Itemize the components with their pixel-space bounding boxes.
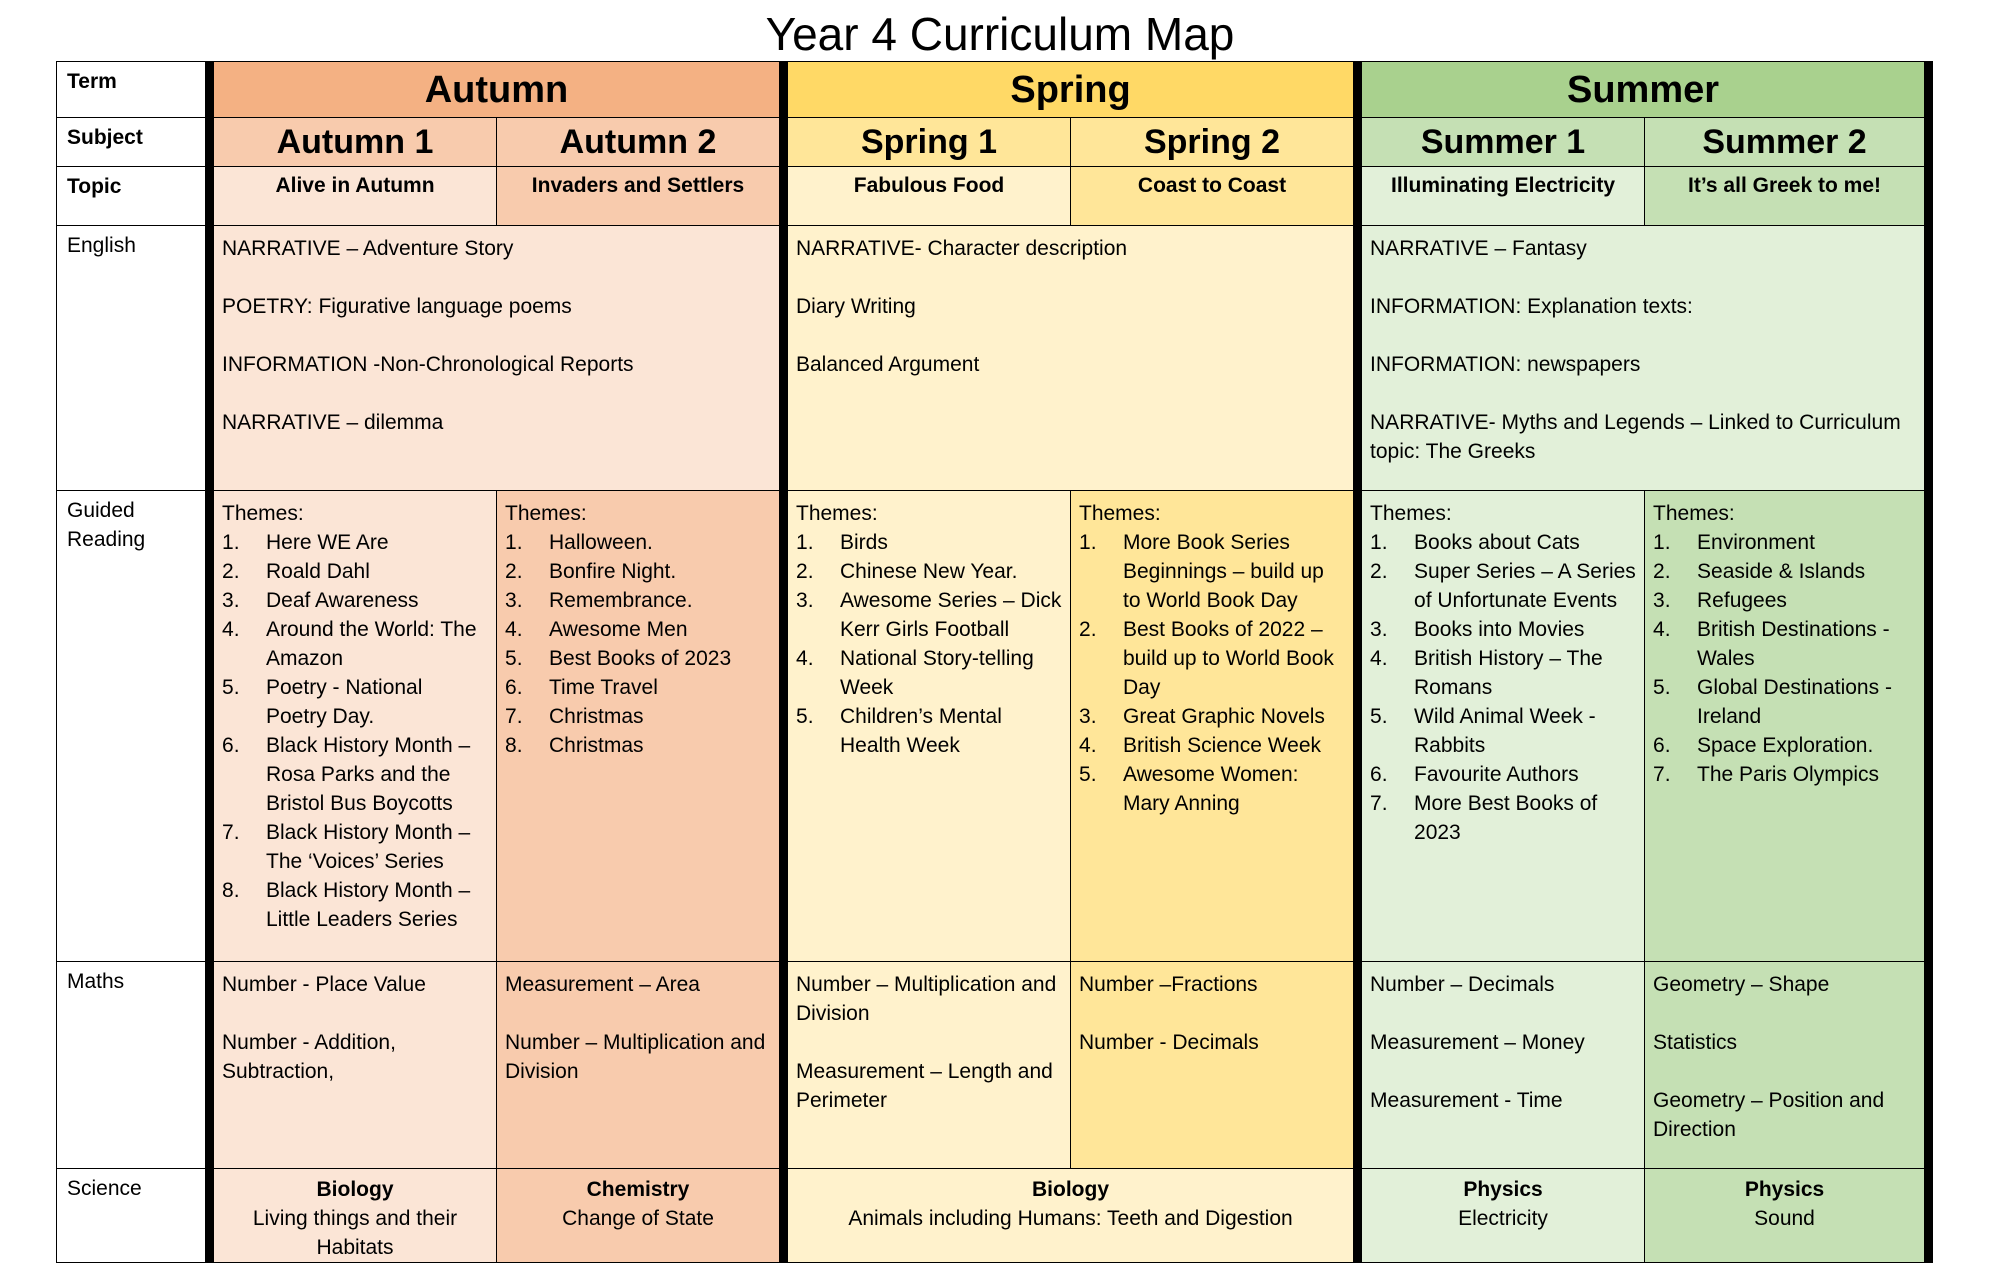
science-heading: Physics xyxy=(1463,1178,1543,1201)
themes-list xyxy=(1079,528,1345,818)
maths-item: Measurement – Money xyxy=(1370,1031,1585,1054)
english-item: NARRATIVE – Adventure Story xyxy=(222,237,514,260)
list-item: British Science Week xyxy=(1123,734,1322,757)
term-autumn: Autumn xyxy=(210,62,784,118)
list-item: Space Exploration. xyxy=(1697,734,1874,757)
curriculum-table xyxy=(56,61,1933,1263)
science-heading: Biology xyxy=(316,1178,394,1201)
topic-autumn-1: Alive in Autumn xyxy=(210,167,497,226)
reading-autumn-1 xyxy=(210,491,497,962)
science-text: Animals including Humans: Teeth and Digestion xyxy=(848,1207,1293,1230)
science-autumn-1 xyxy=(210,1169,497,1263)
list-item: Global Destinations - Ireland xyxy=(1697,676,1892,728)
list-item: Christmas xyxy=(549,705,644,728)
science-text: Change of State xyxy=(562,1207,714,1230)
english-item: NARRATIVE – Fantasy xyxy=(1370,237,1587,260)
list-item: Super Series – A Series of Unfortunate Events xyxy=(1414,560,1636,612)
list-item: Books into Movies xyxy=(1414,618,1585,641)
list-item: Books about Cats xyxy=(1414,531,1580,554)
themes-list xyxy=(222,528,488,934)
term-row xyxy=(57,62,1929,118)
maths-summer-2 xyxy=(1645,962,1929,1169)
topic-summer-2: It’s all Greek to me! xyxy=(1645,167,1929,226)
list-item: Here WE Are xyxy=(266,531,389,554)
maths-item: Geometry – Position and Direction xyxy=(1653,1089,1885,1141)
english-item: Balanced Argument xyxy=(796,353,980,376)
science-spring xyxy=(784,1169,1358,1263)
maths-item: Statistics xyxy=(1653,1031,1738,1054)
list-item: Best Books of 2023 xyxy=(549,647,732,670)
reading-summer-2 xyxy=(1645,491,1929,962)
maths-item: Number - Decimals xyxy=(1079,1031,1259,1054)
row-label-guided-reading: Guided Reading xyxy=(57,491,210,962)
maths-autumn-2 xyxy=(497,962,784,1169)
maths-item: Number - Addition, Subtraction, xyxy=(222,1031,396,1083)
science-summer-2 xyxy=(1645,1169,1929,1263)
themes-label: Themes: xyxy=(1370,502,1452,525)
maths-item: Number –Fractions xyxy=(1079,973,1258,996)
topic-row xyxy=(57,167,1929,226)
maths-item: Measurement - Time xyxy=(1370,1089,1563,1112)
themes-list xyxy=(796,528,1062,760)
topic-summer-1: Illuminating Electricity xyxy=(1358,167,1645,226)
list-item: Around the World: The Amazon xyxy=(266,618,477,670)
row-label-term: Term xyxy=(57,62,210,118)
maths-autumn-1 xyxy=(210,962,497,1169)
list-item: Great Graphic Novels xyxy=(1123,705,1325,728)
maths-summer-1 xyxy=(1358,962,1645,1169)
topic-spring-1: Fabulous Food xyxy=(784,167,1071,226)
list-item: Remembrance. xyxy=(549,589,693,612)
list-item: Seaside & Islands xyxy=(1697,560,1866,583)
list-item: Awesome Women: Mary Anning xyxy=(1123,763,1299,815)
topic-autumn-2: Invaders and Settlers xyxy=(497,167,784,226)
reading-autumn-2 xyxy=(497,491,784,962)
maths-item: Measurement – Area xyxy=(505,973,700,996)
list-item: Halloween. xyxy=(549,531,653,554)
half-term-autumn-1: Autumn 1 xyxy=(210,118,497,167)
list-item: Poetry - National Poetry Day. xyxy=(266,676,423,728)
maths-item: Number – Multiplication and Division xyxy=(796,973,1057,1025)
science-text: Living things and their Habitats xyxy=(252,1207,458,1259)
list-item: More Book Series Beginnings – build up to World Book Day xyxy=(1123,531,1324,612)
list-item: Children’s Mental Health Week xyxy=(840,705,1002,757)
themes-label: Themes: xyxy=(505,502,587,525)
english-item: NARRATIVE – dilemma xyxy=(222,411,444,434)
reading-spring-1 xyxy=(784,491,1071,962)
list-item: Birds xyxy=(840,531,888,554)
science-summer-1 xyxy=(1358,1169,1645,1263)
row-label-maths: Maths xyxy=(57,962,210,1169)
science-heading: Biology xyxy=(1032,1178,1109,1201)
list-item: British Destinations - Wales xyxy=(1697,618,1890,670)
maths-spring-1 xyxy=(784,962,1071,1169)
maths-item: Measurement – Length and Perimeter xyxy=(796,1060,1053,1112)
maths-item: Geometry – Shape xyxy=(1653,973,1830,996)
guided-reading-row xyxy=(57,491,1929,962)
list-item: Environment xyxy=(1697,531,1815,554)
list-item: Roald Dahl xyxy=(266,560,370,583)
maths-row xyxy=(57,962,1929,1169)
english-item: Diary Writing xyxy=(796,295,916,318)
reading-spring-2 xyxy=(1071,491,1358,962)
english-spring xyxy=(784,226,1358,491)
themes-list xyxy=(1653,528,1916,789)
science-text: Electricity xyxy=(1458,1207,1548,1230)
themes-list xyxy=(505,528,771,760)
list-item: Time Travel xyxy=(549,676,658,699)
themes-label: Themes: xyxy=(222,502,304,525)
list-item: Awesome Men xyxy=(549,618,688,641)
list-item: Awesome Series – Dick Kerr Girls Football xyxy=(840,589,1062,641)
half-term-spring-2: Spring 2 xyxy=(1071,118,1358,167)
list-item: Wild Animal Week - Rabbits xyxy=(1414,705,1596,757)
list-item: Deaf Awareness xyxy=(266,589,419,612)
list-item: National Story-telling Week xyxy=(840,647,1034,699)
list-item: Favourite Authors xyxy=(1414,763,1579,786)
english-item: INFORMATION: newspapers xyxy=(1370,353,1641,376)
row-label-topic: Topic xyxy=(57,167,210,226)
list-item: Black History Month – Rosa Parks and the Bristol Bus Boycotts xyxy=(266,734,471,815)
list-item: Black History Month – The ‘Voices’ Series xyxy=(266,821,471,873)
list-item: The Paris Olympics xyxy=(1697,763,1880,786)
maths-item: Number – Decimals xyxy=(1370,973,1555,996)
list-item: Bonfire Night. xyxy=(549,560,677,583)
english-autumn xyxy=(210,226,784,491)
row-label-english: English xyxy=(57,226,210,491)
science-heading: Physics xyxy=(1744,1178,1825,1201)
english-item: POETRY: Figurative language poems xyxy=(222,295,572,318)
term-spring: Spring xyxy=(784,62,1358,118)
list-item: Refugees xyxy=(1697,589,1787,612)
reading-summer-1 xyxy=(1358,491,1645,962)
half-term-summer-2: Summer 2 xyxy=(1645,118,1929,167)
maths-item: Number – Multiplication and Division xyxy=(505,1031,766,1083)
maths-item: Number - Place Value xyxy=(222,973,426,996)
science-row xyxy=(57,1169,1929,1263)
english-item: NARRATIVE- Myths and Legends – Linked to Curriculum topic: The Greeks xyxy=(1370,411,1901,463)
english-row xyxy=(57,226,1929,491)
list-item: Chinese New Year. xyxy=(840,560,1018,583)
term-summer: Summer xyxy=(1358,62,1929,118)
themes-list xyxy=(1370,528,1636,847)
half-term-summer-1: Summer 1 xyxy=(1358,118,1645,167)
topic-spring-2: Coast to Coast xyxy=(1071,167,1358,226)
english-item: INFORMATION -Non-Chronological Reports xyxy=(222,353,634,376)
list-item: Black History Month – Little Leaders Series xyxy=(266,879,471,931)
science-autumn-2 xyxy=(497,1169,784,1263)
themes-label: Themes: xyxy=(1079,502,1161,525)
half-term-spring-1: Spring 1 xyxy=(784,118,1071,167)
english-summer xyxy=(1358,226,1929,491)
row-label-science: Science xyxy=(57,1169,210,1263)
english-item: INFORMATION: Explanation texts: xyxy=(1370,295,1693,318)
list-item: Best Books of 2022 – build up to World Book Day xyxy=(1123,618,1334,699)
list-item: More Best Books of 2023 xyxy=(1414,792,1598,844)
english-item: NARRATIVE- Character description xyxy=(796,237,1128,260)
list-item: British History – The Romans xyxy=(1414,647,1603,699)
science-text: Sound xyxy=(1754,1207,1815,1230)
science-heading: Chemistry xyxy=(586,1178,690,1201)
subject-row xyxy=(57,118,1929,167)
list-item: Christmas xyxy=(549,734,644,757)
half-term-autumn-2: Autumn 2 xyxy=(497,118,784,167)
themes-label: Themes: xyxy=(1653,502,1735,525)
row-label-subject: Subject xyxy=(57,118,210,167)
page-title: Year 4 Curriculum Map xyxy=(765,8,1235,60)
maths-spring-2 xyxy=(1071,962,1358,1169)
themes-label: Themes: xyxy=(796,502,878,525)
